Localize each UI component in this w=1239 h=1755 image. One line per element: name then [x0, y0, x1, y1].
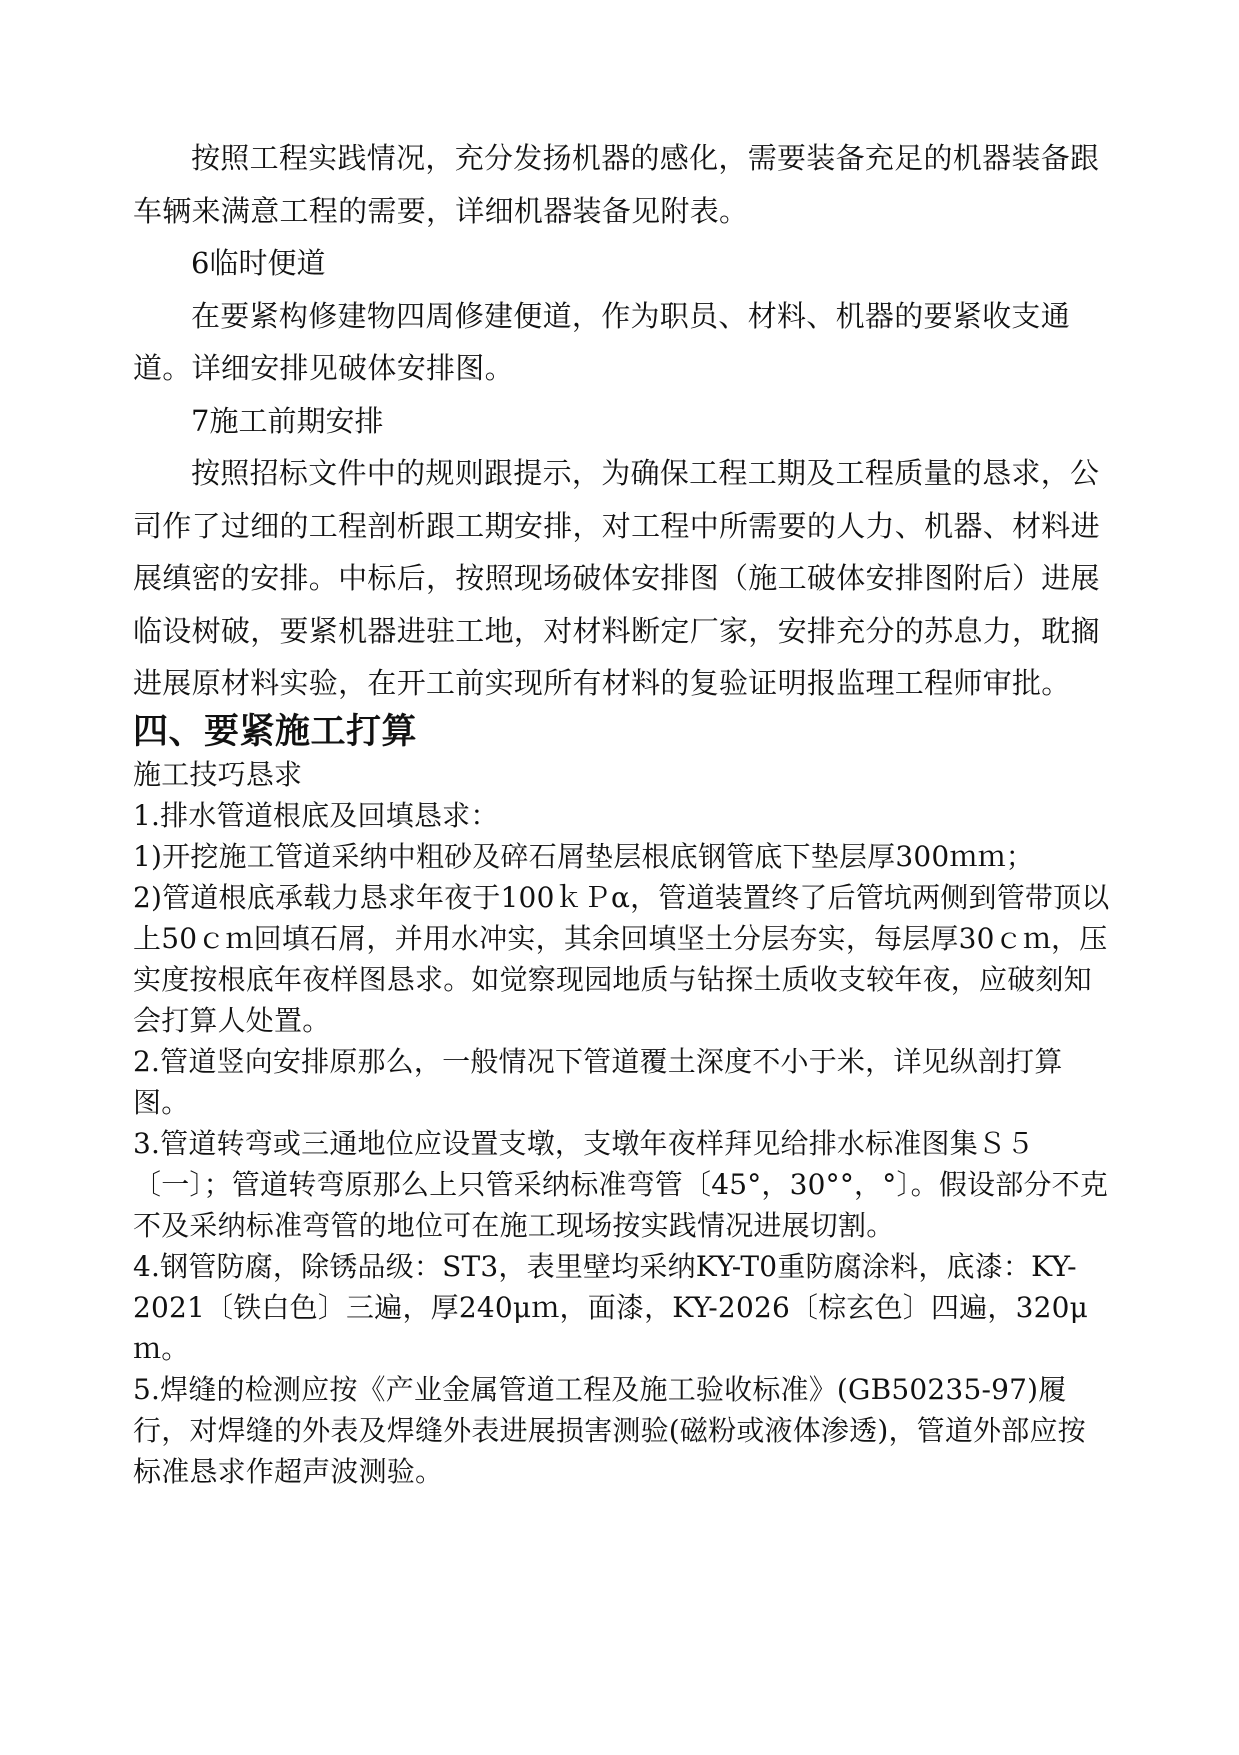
requirement-item: 4.钢管防腐，除锈品级：ST3，表里壁均采纳KY-T0重防腐涂料，底漆：KY-2021〔铁白色〕三遍，厚240μｍ，面漆，KY-2026〔棕玄色〕四遍，320μｍ。	[133, 1249, 1089, 1365]
section-7-body: 按照招标文件中的规则跟提示，为确保工程工期及工程质量的恳求，公司作了过细的工程剖析跟工期安排，对工程中所需要的人力、机器、材料进展缜密的安排。中标后，按照现场破体安排图（施工破体安排图附后）进展临设树破，要紧机器进驻工地，对材料断定厂家，安排充分的苏息力，耽搁进展原材料实验，在开工前实现所有材料的复验证明报监理工程师审批。	[133, 456, 1100, 700]
document-body	[133, 132, 1113, 1492]
section-6-body: 在要紧构修建物四周修建便道，作为职员、材料、机器的要紧收支通道。详细安排见破体安排图。	[133, 298, 1071, 385]
requirement-item: 5.焊缝的检测应按《产业金属管道工程及施工验收标准》(GB50235-97)履行，对焊缝的外表及焊缝外表进展损害测验(磁粉或液体渗透)，管道外部应按标准恳求作超声波测验。	[133, 1372, 1086, 1488]
requirement-item: 1.排水管道根底及回填恳求：	[133, 798, 499, 832]
chapter-4-heading: 四、要紧施工打算	[133, 710, 418, 752]
requirement-item: 2)管道根底承载力恳求年夜于100ｋＰα，管道装置终了后管坑两侧到管带顶以上50ｃｍ回填石屑，并用水冲实，其余回填坚土分层夯实，每层厚30ｃｍ，压实度按根底年夜样图恳求。如觉察现园地质与钻探土质收支较年夜，应破刻知会打算人处置。	[133, 880, 1110, 1037]
section-6-title: 6临时便道	[191, 246, 326, 280]
requirement-item: 3.管道转弯或三通地位应设置支墩，支墩年夜样拜见给排水标准图集Ｓ５〔一〕；管道转弯原那么上只管采纳标准弯管〔45°，30°°，°〕。假设部分不克不及采纳标准弯管的地位可在施工现场按实践情况进展切割。	[133, 1126, 1109, 1242]
chapter-4-subtitle: 施工技巧恳求	[133, 757, 303, 791]
requirement-item: 1)开挖施工管道采纳中粗砂及碎石屑垫层根底钢管底下垫层厚300ｍｍ；	[133, 839, 1034, 873]
paragraph-equipment: 按照工程实践情况，充分发扬机器的感化，需要装备充足的机器装备跟车辆来满意工程的需要，详细机器装备见附表。	[133, 141, 1100, 228]
requirement-item: 2.管道竖向安排原那么，一般情况下管道覆土深度不小于米，详见纵剖打算图。	[133, 1044, 1063, 1119]
section-7-title: 7施工前期安排	[191, 403, 384, 438]
